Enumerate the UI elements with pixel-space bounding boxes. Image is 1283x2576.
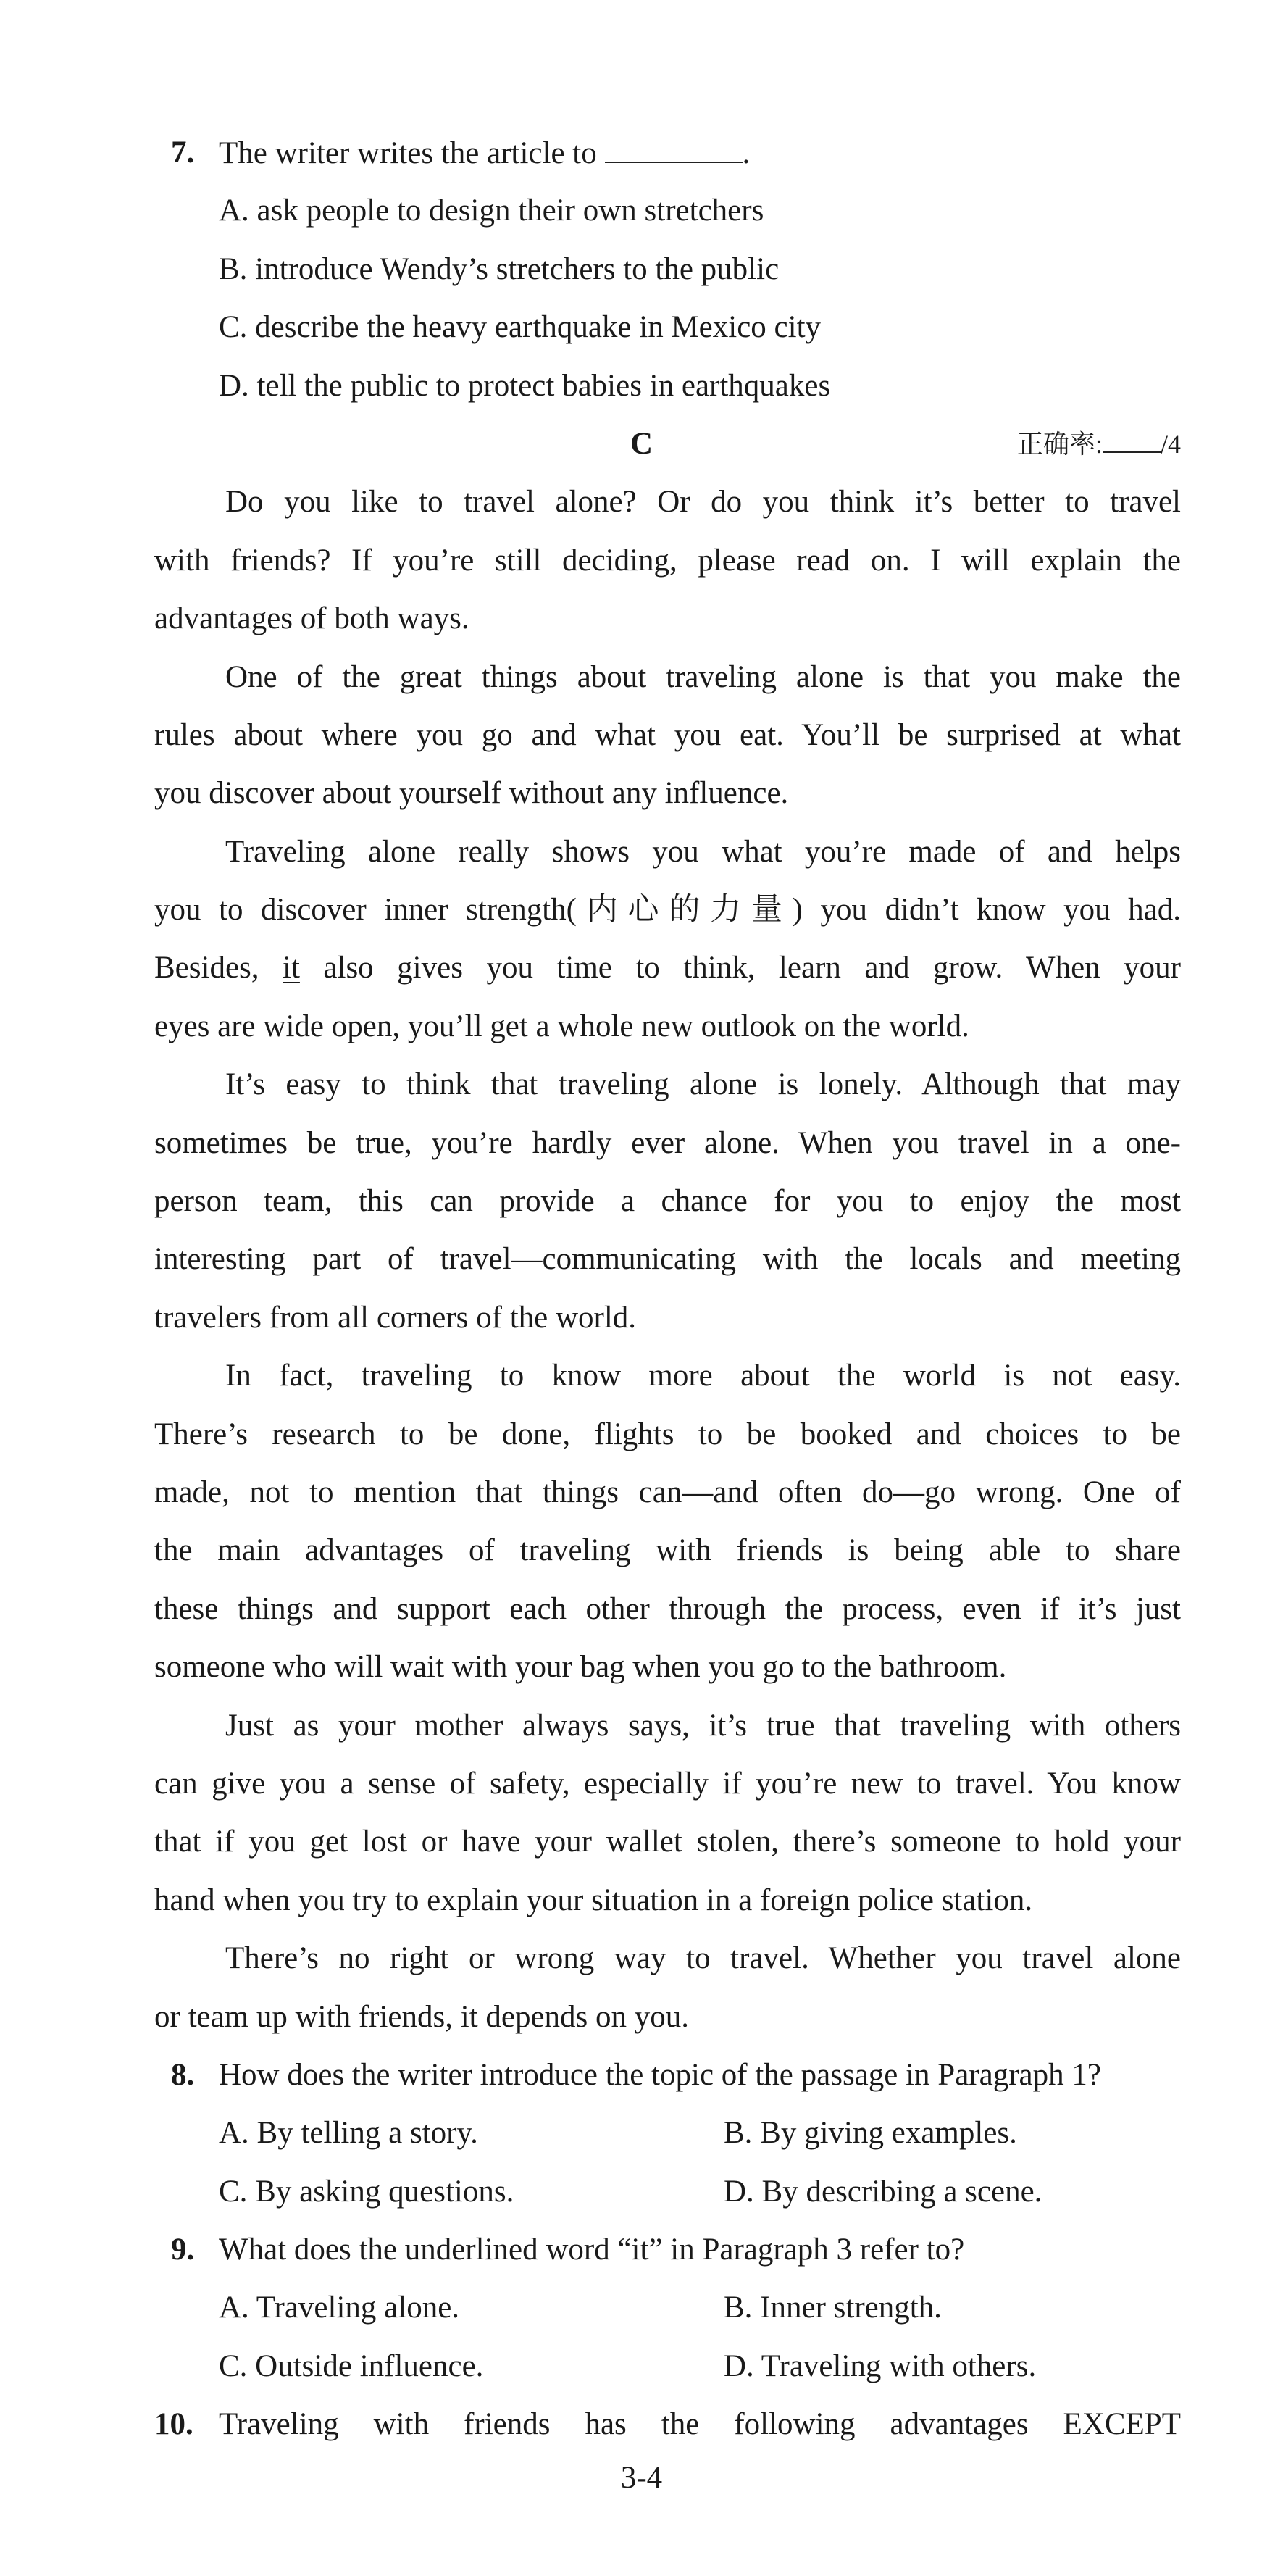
question-number: 8. [171, 2057, 195, 2092]
paragraph-1-line [0, 532, 1283, 590]
option-c: C. describe the heavy earthquake in Mexico city [219, 310, 822, 345]
paragraph-4-line [0, 1230, 1283, 1288]
option-a: A. By telling a story. [219, 2116, 478, 2151]
paragraph-5-line [0, 1347, 1283, 1405]
passage-text: with friends? If you’re still deciding, please read on. I will explain the [154, 543, 1181, 578]
text-line [0, 2163, 1283, 2221]
paragraph-6-line [0, 1755, 1283, 1813]
answer-blank [605, 124, 743, 163]
paragraph-4-line [0, 1056, 1283, 1114]
question-stem: How does the writer introduce the topic of the passage in Paragraph 1? [219, 2057, 1101, 2092]
passage-text: It’s easy to think that traveling alone is lonely. Although that may [225, 1067, 1181, 1102]
passage-text: sometimes be true, you’re hardly ever alone. When you travel in a one- [154, 1125, 1181, 1160]
paragraph-7-line [0, 1988, 1283, 2046]
passage-text: that if you get lost or have your wallet stolen, there’s someone to hold your [154, 1825, 1181, 1859]
passage-text: Do you like to travel alone? Or do you think it’s better to travel [225, 485, 1181, 520]
section-header [0, 415, 1283, 473]
passage-text: advantages of both ways. [154, 601, 469, 636]
paragraph-1-line [0, 590, 1283, 648]
question-stem: The writer writes the article to . [219, 124, 1181, 183]
passage-text: Just as your mother always says, it’s true that traveling with others [225, 1708, 1181, 1743]
text-line [0, 357, 1283, 415]
question-stem: What does the underlined word “it” in Paragraph 3 refer to? [219, 2233, 965, 2267]
passage-text: interesting part of travel—communicating with the locals and meeting [154, 1242, 1181, 1277]
paragraph-3-line [0, 998, 1283, 1056]
paragraph-4-line [0, 1289, 1283, 1347]
paragraph-4-line [0, 1114, 1283, 1172]
paragraph-7-line [0, 1930, 1283, 1988]
paragraph-6-line [0, 1697, 1283, 1755]
passage-text: Besides, it also gives you time to think, learn and grow. When your [154, 951, 1181, 985]
option-d: D. By describing a scene. [724, 2174, 1042, 2209]
accuracy-blank [1103, 430, 1161, 453]
question-8 [0, 2046, 1283, 2104]
paragraph-6-line [0, 1872, 1283, 1930]
passage-text: you discover about yourself without any influence. [154, 776, 789, 811]
paragraph-4-line [0, 1172, 1283, 1230]
question-number: 10. [154, 2407, 193, 2442]
option-a: A. ask people to design their own stretchers [219, 193, 764, 228]
question-number: 7. [171, 136, 195, 170]
paragraph-3-line [0, 823, 1283, 881]
passage-text: rules about where you go and what you eat. You’ll be surprised at what [154, 717, 1181, 752]
option-c: C. Outside influence. [219, 2348, 484, 2383]
option-d: D. tell the public to protect babies in earthquakes [219, 368, 831, 403]
section-label: C [630, 426, 653, 461]
underlined-word: it [283, 951, 300, 985]
option-c: C. By asking questions. [219, 2174, 514, 2209]
paragraph-2-line [0, 706, 1283, 764]
passage-text: travelers from all corners of the world. [154, 1300, 637, 1335]
text-line [0, 2279, 1283, 2337]
passage-text: eyes are wide open, you’ll get a whole new outlook on the world. [154, 1009, 969, 1043]
option-d: D. Traveling with others. [724, 2348, 1037, 2383]
paragraph-5-line [0, 1464, 1283, 1522]
question-10 [0, 2396, 1283, 2454]
exam-page [0, 124, 1283, 2454]
option-b: B. By giving examples. [724, 2116, 1017, 2151]
text-line [0, 2104, 1283, 2162]
question-stem: Traveling with friends has the following advantages EXCEPT [219, 2407, 1181, 2442]
text-line [0, 241, 1283, 299]
text-line [0, 299, 1283, 357]
paragraph-5-line [0, 1522, 1283, 1580]
page-number: 3-4 [620, 2461, 663, 2495]
passage-text: can give you a sense of safety, especially if you’re new to travel. You know [154, 1766, 1181, 1801]
passage-text: One of the great things about traveling alone is that you make the [225, 659, 1181, 694]
question-number: 9. [171, 2233, 195, 2267]
paragraph-2-line [0, 764, 1283, 822]
paragraph-6-line [0, 1813, 1283, 1871]
text-line [0, 2338, 1283, 2396]
passage-text: Traveling alone really shows you what you’re made of and helps [225, 834, 1181, 869]
question-9 [0, 2221, 1283, 2279]
passage-text: There’s no right or wrong way to travel. Whether you travel alone [225, 1941, 1181, 1976]
accuracy-field: 正确率: /4 [1016, 429, 1181, 459]
option-b: B. introduce Wendy’s stretchers to the public [219, 251, 780, 286]
passage-text: the main advantages of traveling with friends is being able to share [154, 1533, 1181, 1568]
paragraph-3-line [0, 939, 1283, 997]
paragraph-1-line [0, 473, 1283, 531]
option-a: A. Traveling alone. [219, 2291, 460, 2325]
passage-text: made, not to mention that things can—and often do—go wrong. One of [154, 1475, 1181, 1509]
paragraph-2-line [0, 649, 1283, 706]
passage-text: In fact, traveling to know more about the world is not easy. [225, 1359, 1181, 1393]
text-line [0, 182, 1283, 240]
paragraph-5-line [0, 1406, 1283, 1464]
question-7 [0, 124, 1283, 182]
passage-text: There’s research to be done, flights to be booked and choices to be [154, 1417, 1181, 1451]
passage-text: hand when you try to explain your situation in a foreign police station. [154, 1883, 1033, 1917]
passage-text: someone who will wait with your bag when you go to the bathroom. [154, 1650, 1007, 1685]
passage-text: these things and support each other through the process, even if it’s just [154, 1591, 1181, 1626]
paragraph-5-line [0, 1638, 1283, 1696]
paragraph-5-line [0, 1580, 1283, 1638]
option-b: B. Inner strength. [724, 2291, 942, 2325]
passage-text: or team up with friends, it depends on you. [154, 1999, 690, 2034]
passage-text: person team, this can provide a chance for you to enjoy the most [154, 1184, 1181, 1219]
paragraph-3-line [0, 881, 1283, 939]
passage-text: you to discover inner strength(内心的力量) you didn’t know you had. [154, 893, 1181, 928]
